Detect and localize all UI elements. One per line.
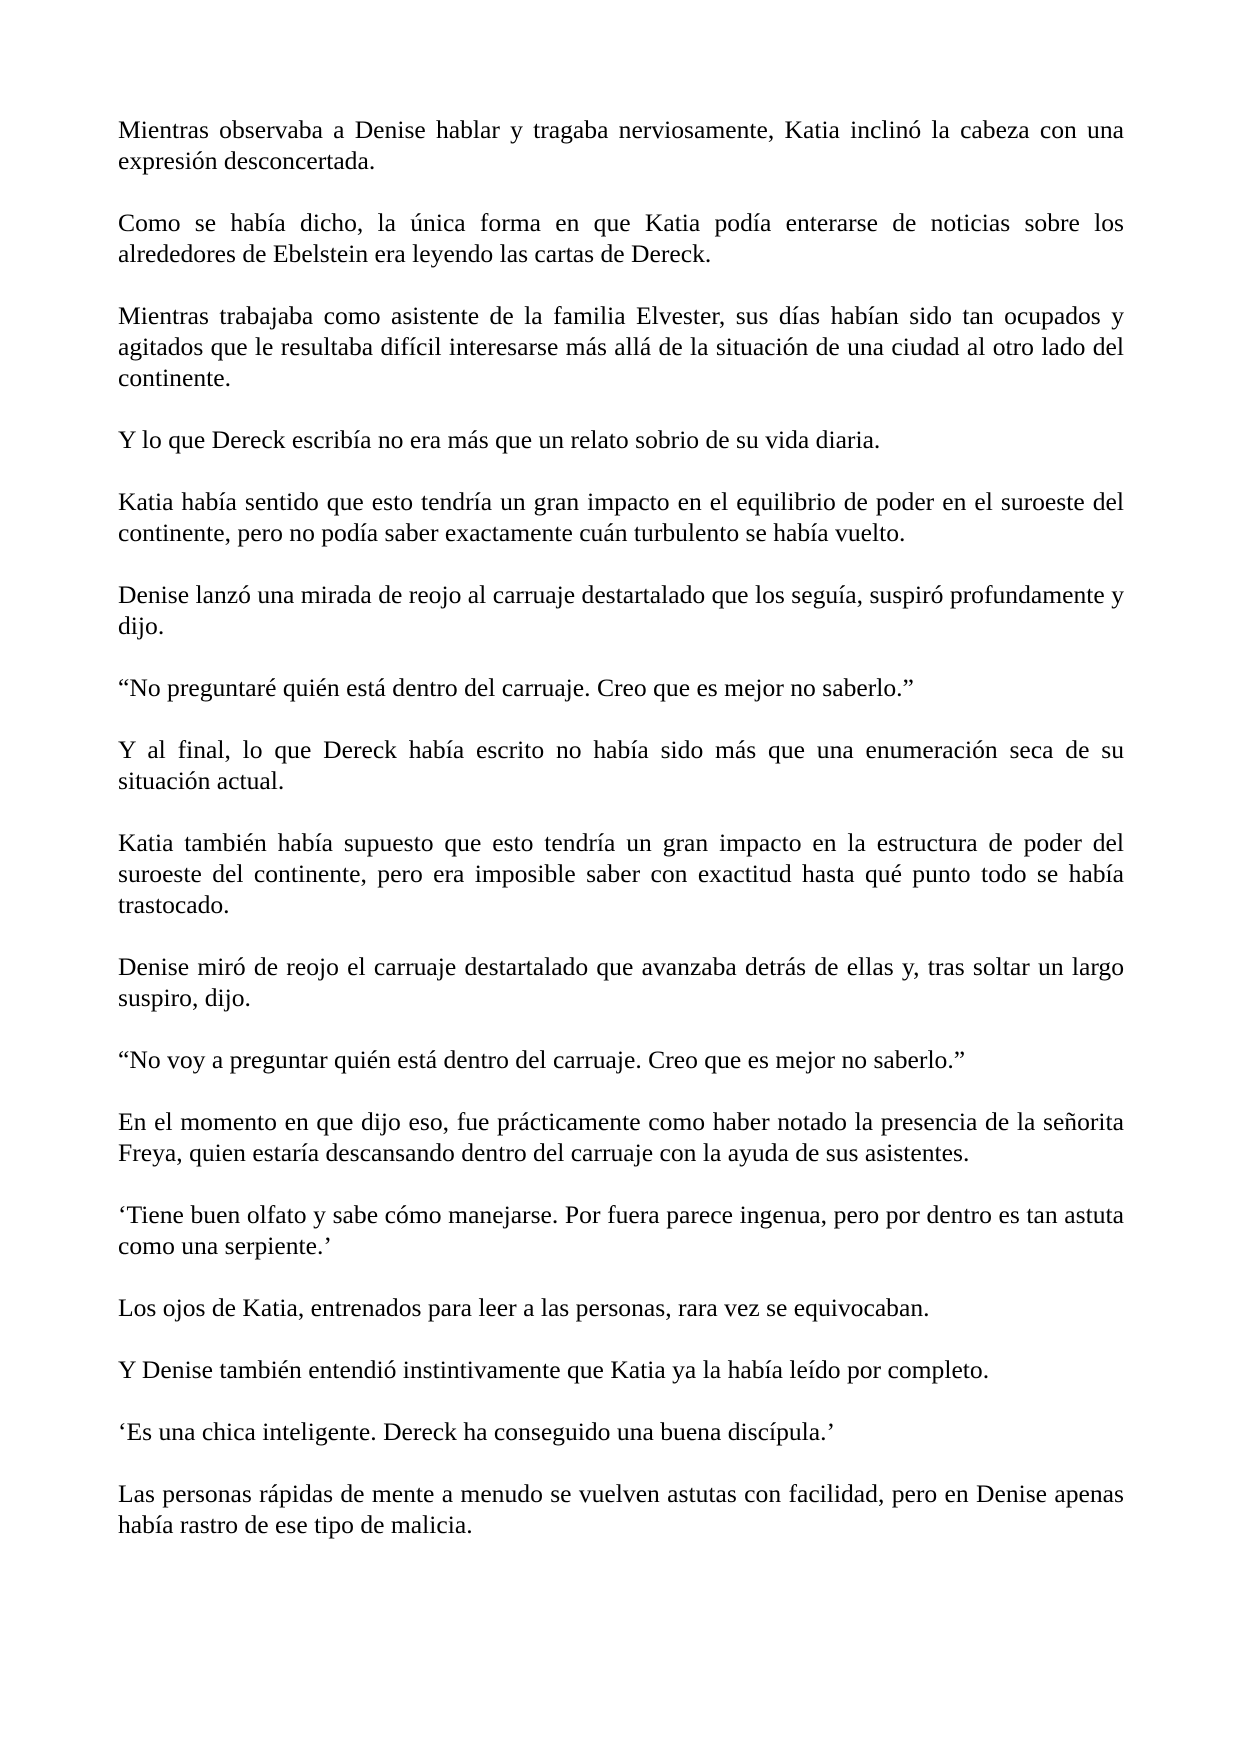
paragraph: Como se había dicho, la única forma en que Katia podía enterarse de noticias sobre los alrededores de Ebelstein era leyendo las cartas de Dereck. [118, 208, 1124, 268]
paragraph: Mientras trabajaba como asistente de la familia Elvester, sus días habían sido tan ocupados y agitados que le resultaba difícil interesarse más allá de la situación de una ciudad al otro lado del continente. [118, 301, 1124, 392]
paragraph: ‘Es una chica inteligente. Dereck ha conseguido una buena discípula.’ [118, 1417, 836, 1446]
document-body [118, 114, 1124, 1571]
paragraph: Denise miró de reojo el carruaje destartalado que avanzaba detrás de ellas y, tras soltar un largo suspiro, dijo. [118, 952, 1124, 1012]
paragraph: Y al final, lo que Dereck había escrito no había sido más que una enumeración seca de su situación actual. [118, 735, 1124, 795]
paragraph: En el momento en que dijo eso, fue prácticamente como haber notado la presencia de la señorita Freya, quien estaría descansando dentro del carruaje con la ayuda de sus asistentes. [118, 1107, 1124, 1167]
paragraph: Y lo que Dereck escribía no era más que un relato sobrio de su vida diaria. [118, 425, 881, 454]
paragraph: ‘Tiene buen olfato y sabe cómo manejarse. Por fuera parece ingenua, pero por dentro es tan astuta como una serpiente.’ [118, 1200, 1124, 1260]
paragraph: Las personas rápidas de mente a menudo se vuelven astutas con facilidad, pero en Denise apenas había rastro de ese tipo de malicia. [118, 1479, 1124, 1539]
paragraph: “No voy a preguntar quién está dentro del carruaje. Creo que es mejor no saberlo.” [118, 1045, 966, 1074]
paragraph: Katia había sentido que esto tendría un gran impacto en el equilibrio de poder en el suroeste del continente, pero no podía saber exactamente cuán turbulento se había vuelto. [118, 487, 1124, 547]
paragraph: Katia también había supuesto que esto tendría un gran impacto en la estructura de poder del suroeste del continente, pero era imposible saber con exactitud hasta qué punto todo se había trastocado. [118, 828, 1124, 919]
paragraph: “No preguntaré quién está dentro del carruaje. Creo que es mejor no saberlo.” [118, 673, 914, 702]
paragraph: Mientras observaba a Denise hablar y tragaba nerviosamente, Katia inclinó la cabeza con una expresión desconcertada. [118, 115, 1124, 175]
paragraph: Denise lanzó una mirada de reojo al carruaje destartalado que los seguía, suspiró profundamente y dijo. [118, 580, 1124, 640]
paragraph: Y Denise también entendió instintivamente que Katia ya la había leído por completo. [118, 1355, 990, 1384]
paragraph: Los ojos de Katia, entrenados para leer a las personas, rara vez se equivocaban. [118, 1293, 930, 1322]
